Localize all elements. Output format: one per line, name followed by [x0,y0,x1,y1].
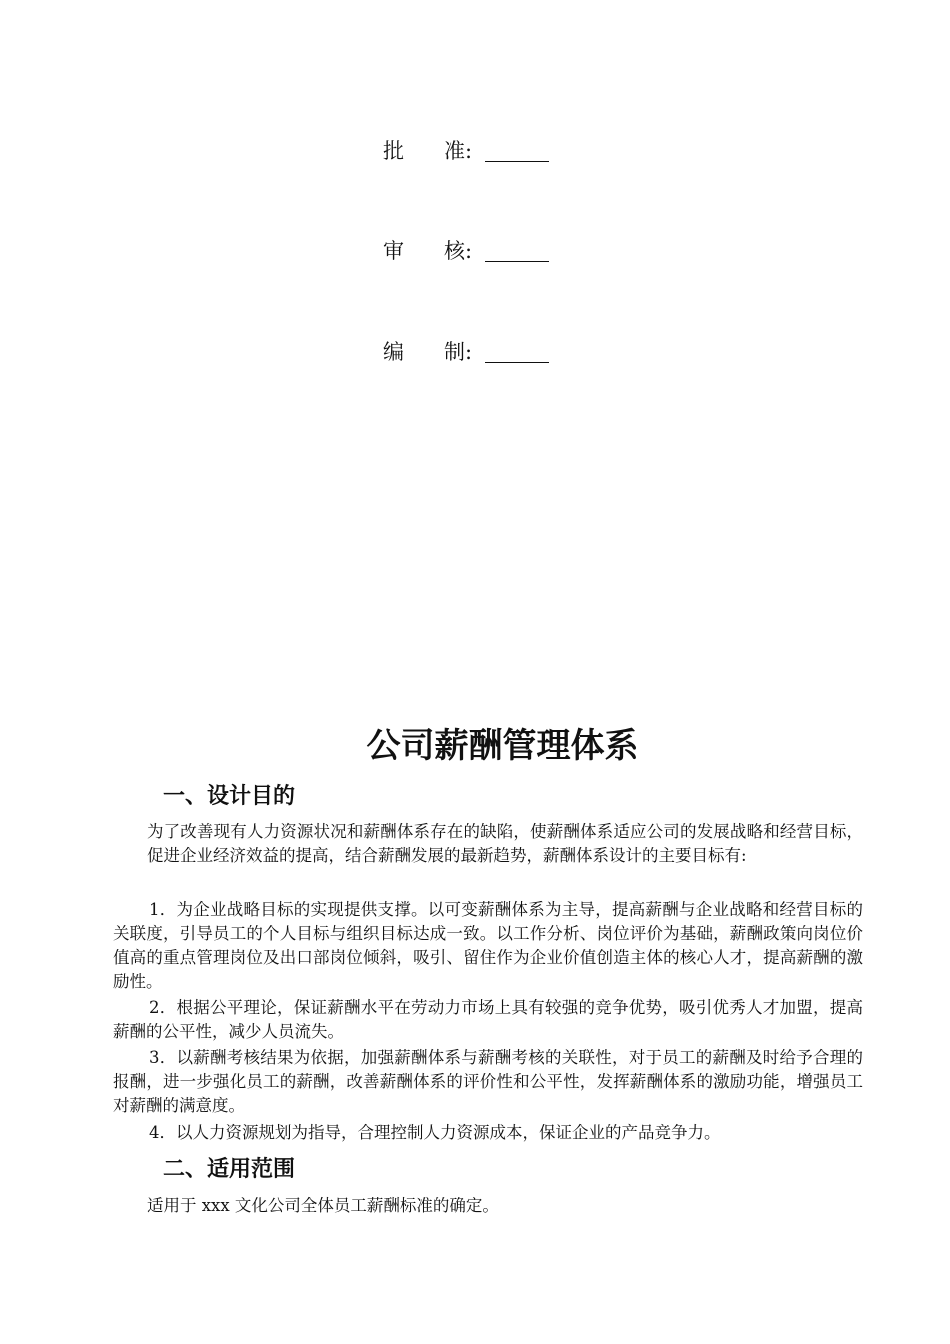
section-2-body: 适用于 xxx 文化公司全体员工薪酬标准的确定。 [147,1196,499,1215]
section-heading-scope: 二、适用范围 [163,1157,296,1182]
approve-colon: : [465,139,473,163]
objective-item-2: 2．根据公平理论，保证薪酬水平在劳动力市场上具有较强的竞争优势，吸引优秀人才加盟，提高薪酬的公平性，减少人员流失。 [113,998,863,1041]
document-title: 公司薪酬管理体系 [366,726,639,766]
objective-item-1: 1．为企业战略目标的实现提供支撑。以可变薪酬体系为主导，提高薪酬与企业战略和经营目标的关联度，引导员工的个人目标与组织目标达成一致。以工作分析、岗位评价为基础，薪酬政策向岗位价值高的重点管理岗位及出口部岗位倾斜，吸引、留住作为企业价值创造主体的核心人才，提高薪酬的激励性。 [113,900,863,991]
review-label: 审 核 [383,239,465,263]
objective-item-4: 4．以人力资源规划为指导，合理控制人力资源成本，保证企业的产品竞争力。 [149,1123,721,1142]
objective-item-3: 3．以薪酬考核结果为依据，加强薪酬体系与薪酬考核的关联性，对于员工的薪酬及时给予合理的报酬，进一步强化员工的薪酬，改善薪酬体系的评价性和公平性，发挥薪酬体系的激励功能，增强员工对薪酬的满意度。 [113,1048,863,1115]
approve-label: 批 准 [383,139,465,163]
section-1-intro: 为了改善现有人力资源状况和薪酬体系存在的缺陷，使薪酬体系适应公司的发展战略和经营目标，促进企业经济效益的提高，结合薪酬发展的最新趋势，薪酬体系设计的主要目标有: [147,822,863,865]
prepare-signature-line [485,344,549,363]
review-colon: : [465,239,473,263]
approve-signature-line [485,143,549,162]
prepare-colon: : [465,340,473,364]
section-heading-design-purpose: 一、设计目的 [163,784,296,809]
review-row [383,236,549,266]
review-signature-line [485,243,549,262]
prepare-row [383,337,549,367]
prepare-label: 编 制 [383,340,465,364]
approve-row [383,136,549,166]
